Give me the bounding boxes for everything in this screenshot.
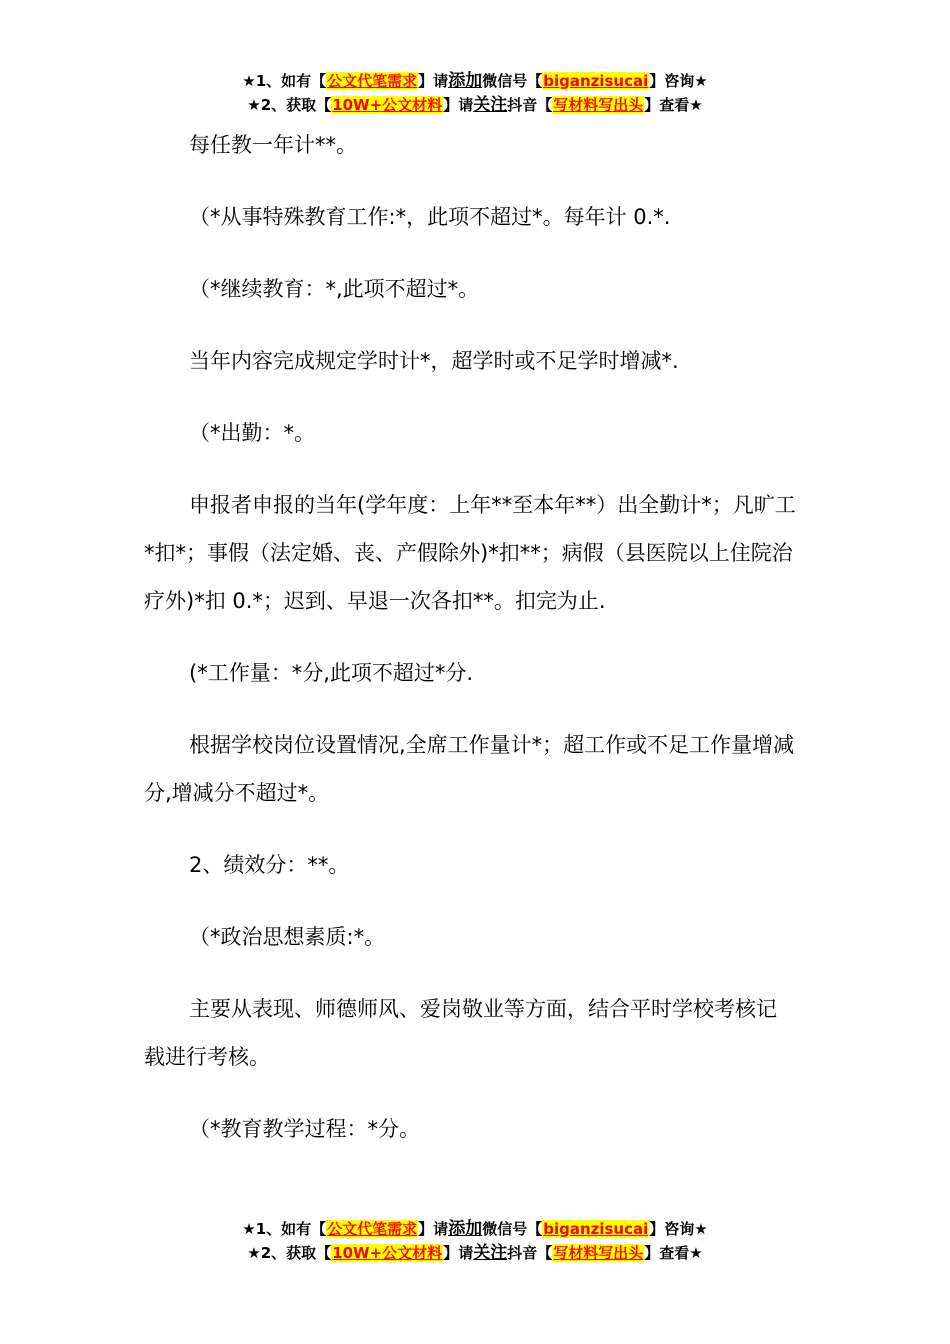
- banner-line-2: ★2、获取【10W+公文材料】请关注抖音【写材料写出头】查看★: [247, 1243, 703, 1263]
- paragraph: (*工作量：*分,此项不超过*分.: [189, 661, 474, 685]
- paragraph: （*教育教学过程：*分。: [189, 1117, 420, 1141]
- highlight-douyin-account: 写材料写出头: [553, 96, 644, 114]
- highlight-wechat-id: biganzisucai: [543, 1220, 649, 1238]
- highlight-douyin-account: 写材料写出头: [553, 1244, 644, 1262]
- paragraph: （*出勤：*。: [189, 421, 315, 445]
- highlight-wechat-id: biganzisucai: [543, 72, 649, 90]
- paragraph: （*政治思想素质:*。: [189, 925, 386, 949]
- highlight-service: 公文代笔需求: [327, 72, 418, 90]
- paragraph: 根据学校岗位设置情况,全席工作量计*；超工作或不足工作量增减分,增减分不超过*。: [144, 733, 795, 805]
- paragraph: （*从事特殊教育工作:*，此项不超过*。每年计 0.*.: [189, 205, 671, 229]
- paragraph: 每任教一年计**。: [189, 133, 357, 157]
- header-banner: [0, 69, 950, 117]
- banner-line-2: ★2、获取【10W+公文材料】请关注抖音【写材料写出头】查看★: [247, 95, 703, 115]
- paragraph: （*继续教育：*,此项不超过*。: [189, 277, 480, 301]
- banner-line-1: ★1、如有【公文代笔需求】请添加微信号【biganzisucai】咨询★: [242, 71, 708, 91]
- paragraph: 主要从表现、师德师风、爱岗敬业等方面，结合平时学校考核记载进行考核。: [144, 997, 777, 1069]
- highlight-service: 公文代笔需求: [327, 1220, 418, 1238]
- highlight-materials: 10W+公文材料: [332, 1244, 443, 1262]
- paragraph: 申报者申报的当年(学年度：上年**至本年**）出全勤计*；凡旷工*扣*；事假（法定婚、丧、产假除外)*扣**；病假（县医院以上住院治疗外)*扣 0.*；迟到、早退一次各扣**。扣完为止.: [144, 493, 796, 613]
- paragraph: 当年内容完成规定学时计*，超学时或不足学时增减*.: [189, 349, 679, 373]
- banner-line-1: ★1、如有【公文代笔需求】请添加微信号【biganzisucai】咨询★: [242, 1219, 708, 1239]
- footer-banner: [0, 1217, 950, 1265]
- paragraph: 2、绩效分：**。: [189, 853, 350, 877]
- highlight-materials: 10W+公文材料: [332, 96, 443, 114]
- document-body: [144, 121, 796, 1177]
